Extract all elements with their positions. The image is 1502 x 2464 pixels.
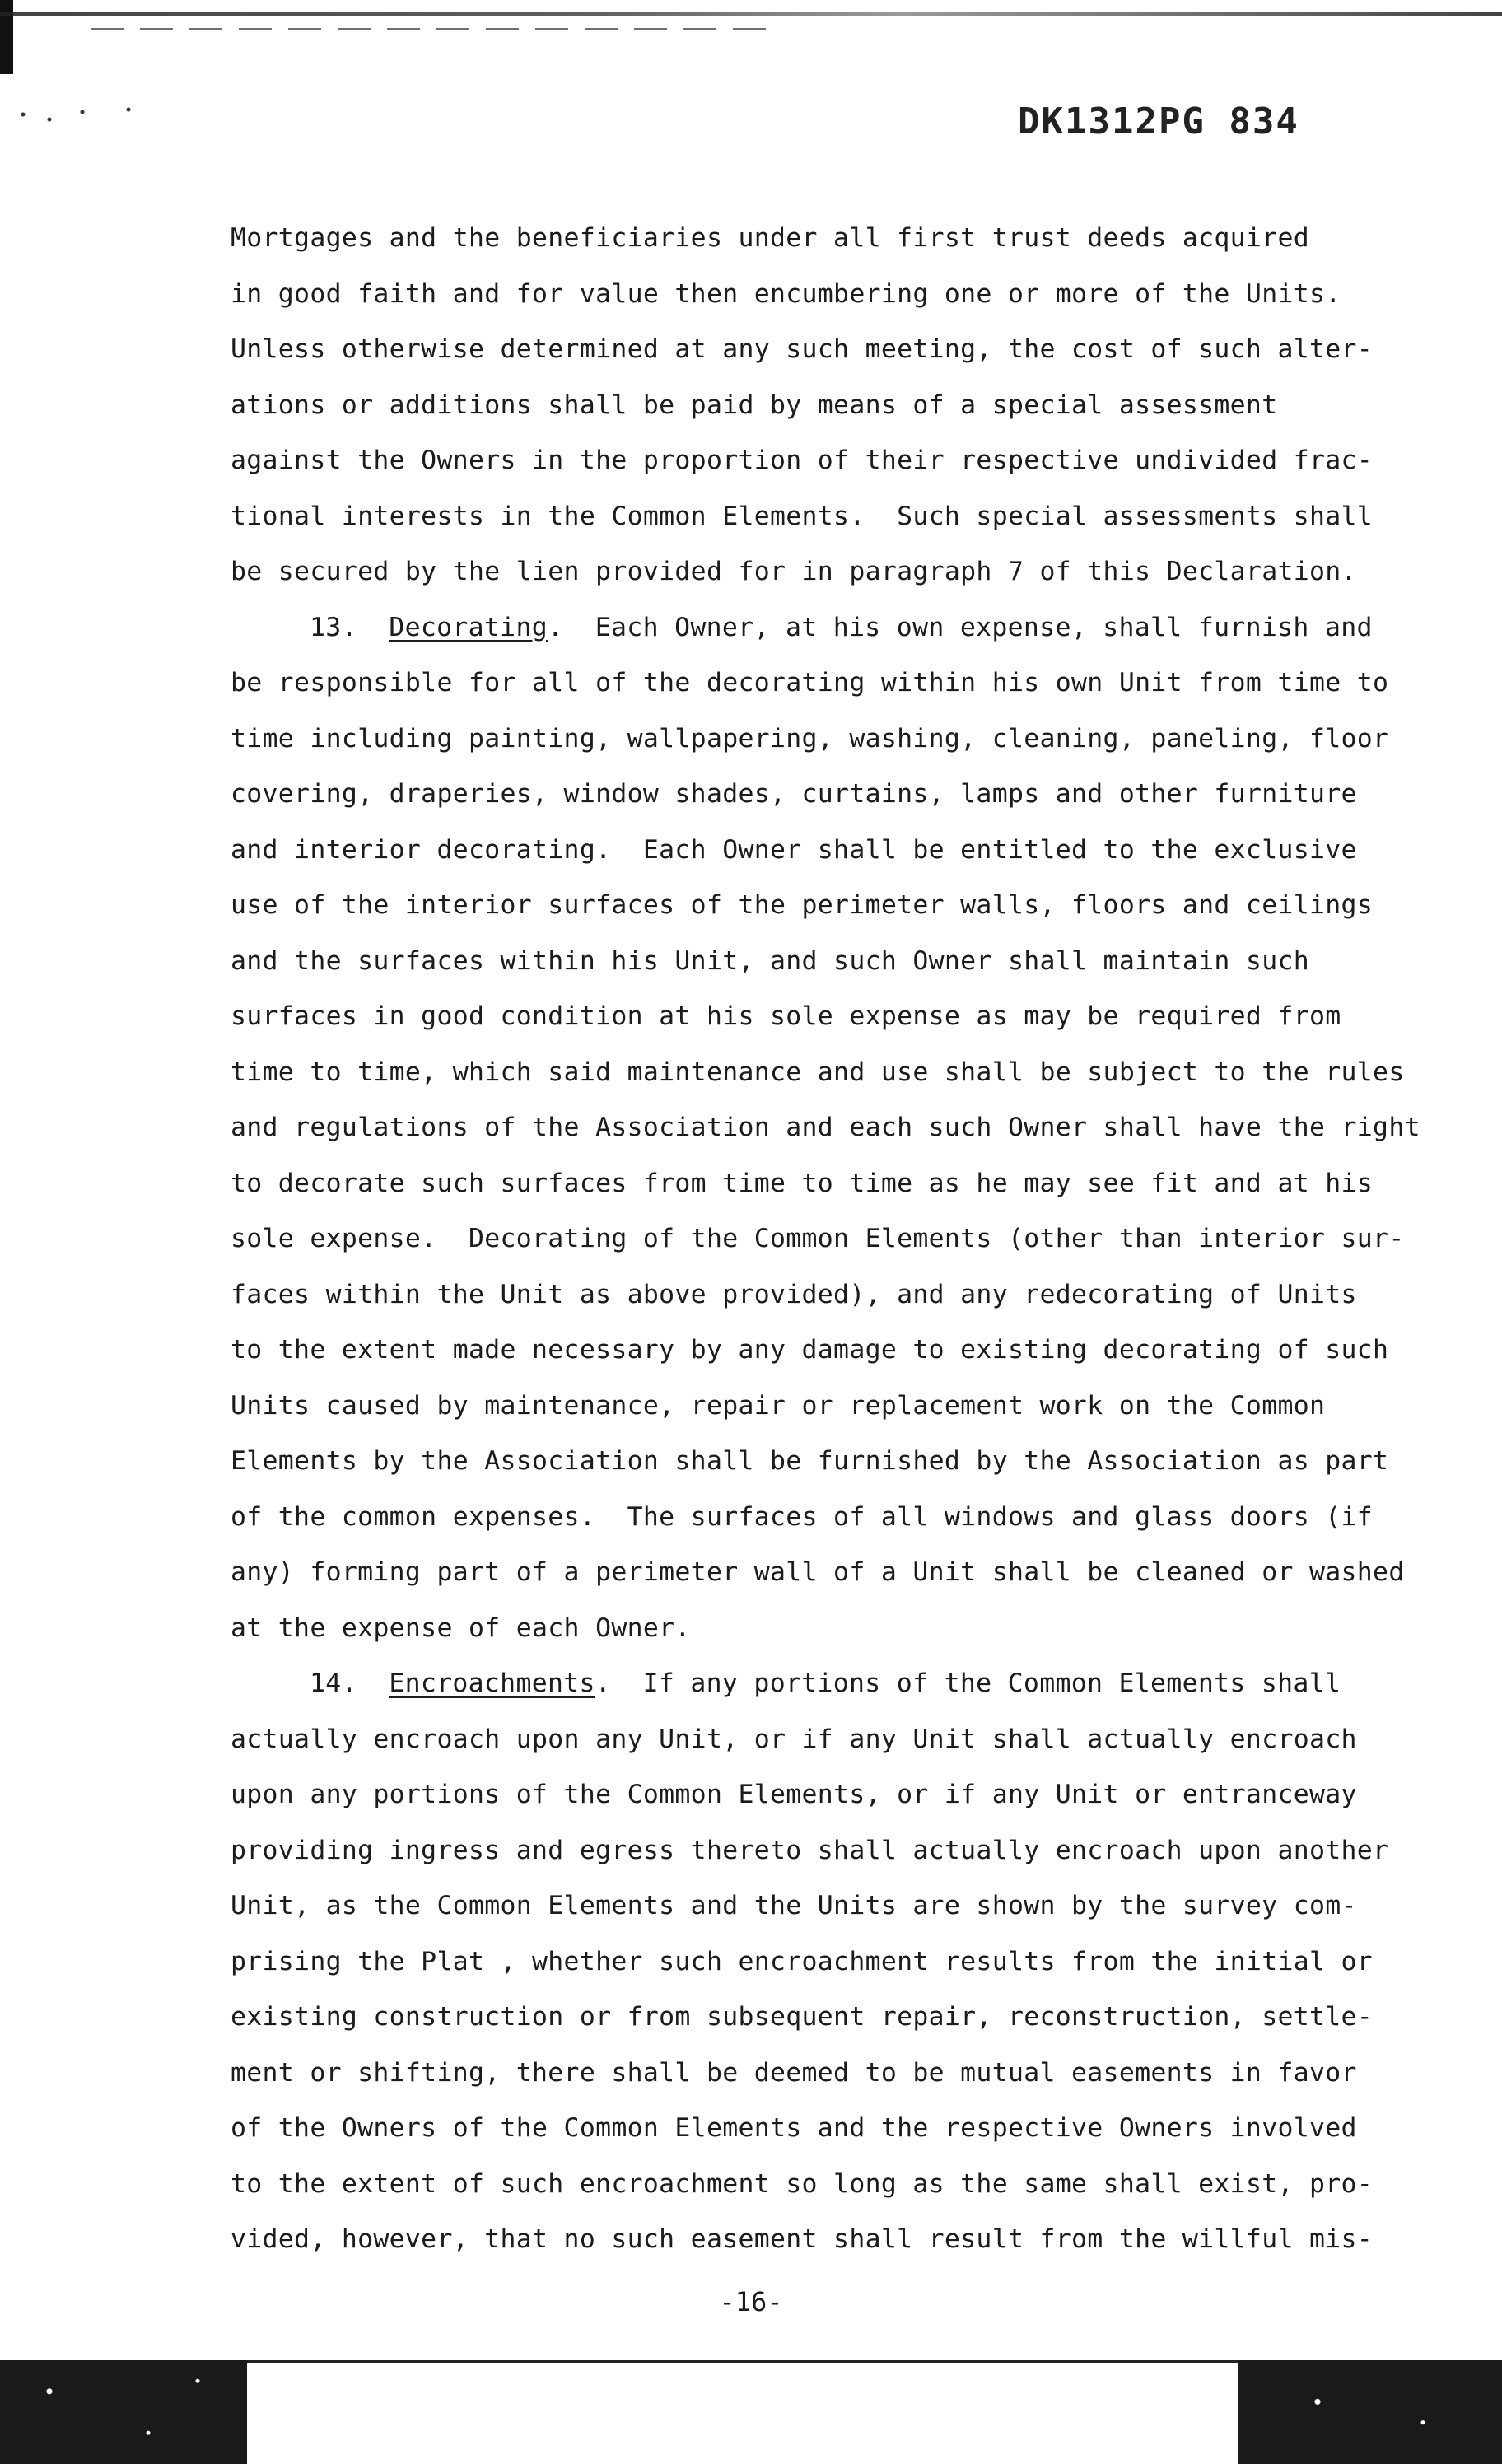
text-line: to decorate such surfaces from time to time as he may see fit and at his	[231, 1168, 1374, 1198]
scan-top-dashes	[91, 28, 766, 30]
text-line: to the extent of such encroachment so long as the same shall exist, pro-	[231, 2168, 1374, 2199]
section-first-line-text: . Each Owner, at his own expense, shall furnish and	[547, 612, 1373, 642]
scan-corner-left	[0, 2360, 247, 2464]
text-line: providing ingress and egress thereto shall actually encroach upon another	[231, 1835, 1389, 1865]
text-line: of the common expenses. The surfaces of all windows and glass doors (if	[231, 1501, 1374, 1532]
text-line: be secured by the lien provided for in paragraph 7 of this Declaration.	[231, 557, 1357, 586]
section-13-first-line	[231, 600, 1373, 656]
text-line: use of the interior surfaces of the perimeter walls, floors and ceilings	[231, 890, 1374, 920]
text-line: covering, draperies, window shades, curtains, lamps and other furniture	[231, 779, 1357, 809]
text-line: surfaces in good condition at his sole expense as may be required from	[231, 1001, 1341, 1031]
scan-top-rule	[0, 12, 1502, 16]
text-line: against the Owners in the proportion of their respective undivided frac-	[231, 446, 1374, 475]
section-first-line-text: . If any portions of the Common Elements shall	[595, 1668, 1341, 1698]
text-line: be responsible for all of the decorating within his own Unit from time to	[231, 668, 1389, 698]
scan-corner-right	[1238, 2360, 1502, 2464]
section-number: 13.	[310, 612, 357, 642]
text-line: time to time, which said maintenance and use shall be subject to the rules	[231, 1057, 1405, 1087]
continuation-paragraph	[231, 211, 1374, 600]
text-line: Unless otherwise determined at any such meeting, the cost of such alter-	[231, 334, 1374, 364]
text-line: tional interests in the Common Elements. Such special assessments shall	[231, 501, 1374, 531]
text-line: upon any portions of the Common Elements, or if any Unit or entranceway	[231, 1780, 1357, 1809]
text-line: Elements by the Association shall be furnished by the Association as part	[231, 1446, 1389, 1476]
page-number: -16-	[719, 2286, 783, 2317]
text-line: faces within the Unit as above provided), and any redecorating of Units	[231, 1279, 1357, 1309]
text-line: ment or shifting, there shall be deemed to be mutual easements in favor	[231, 2057, 1357, 2088]
scan-bottom-rule	[247, 2360, 1238, 2363]
text-line: Units caused by maintenance, repair or replacement work on the Common	[231, 1390, 1326, 1421]
section-heading: Decorating	[389, 612, 548, 642]
text-line: time including painting, wallpapering, washing, cleaning, paneling, floor	[231, 723, 1389, 754]
text-line: existing construction or from subsequent repair, reconstruction, settle-	[231, 2002, 1374, 2032]
text-line: any) forming part of a perimeter wall of a Unit shall be cleaned or washed	[231, 1557, 1405, 1587]
text-line: ations or additions shall be paid by means of a special assessment	[231, 390, 1278, 420]
section-number: 14.	[310, 1668, 357, 1698]
text-line: and the surfaces within his Unit, and such Owner shall maintain such	[231, 945, 1309, 976]
text-line: vided, however, that no such easement shall result from the willful mis-	[231, 2224, 1374, 2254]
text-line: at the expense of each Owner.	[231, 1612, 691, 1643]
text-line: Unit, as the Common Elements and the Units are shown by the survey com-	[231, 1891, 1357, 1920]
text-line: in good faith and for value then encumbering one or more of the Units.	[231, 278, 1341, 309]
text-line: Mortgages and the beneficiaries under all first trust deeds acquired	[231, 223, 1309, 253]
text-line: sole expense. Decorating of the Common Elements (other than interior sur-	[231, 1224, 1405, 1253]
document-body	[231, 211, 1420, 2268]
scan-speckle	[10, 102, 142, 127]
text-line: actually encroach upon any Unit, or if any Unit shall actually encroach	[231, 1724, 1357, 1754]
section-14-encroachments	[231, 1656, 1389, 2268]
text-line: to the extent made necessary by any damage to existing decorating of such	[231, 1335, 1389, 1365]
section-14-first-line	[231, 1656, 1367, 1712]
section-heading: Encroachments	[389, 1668, 595, 1698]
text-line: prising the Plat , whether such encroachment results from the initial or	[231, 1946, 1374, 1976]
text-line: of the Owners of the Common Elements and the respective Owners involved	[231, 2113, 1357, 2143]
recording-stamp: DK1312PG 834	[1018, 100, 1299, 142]
text-line: and regulations of the Association and each such Owner shall have the right	[231, 1113, 1420, 1142]
section-13-decorating	[231, 600, 1420, 1657]
text-line: and interior decorating. Each Owner shall be entitled to the exclusive	[231, 834, 1357, 865]
